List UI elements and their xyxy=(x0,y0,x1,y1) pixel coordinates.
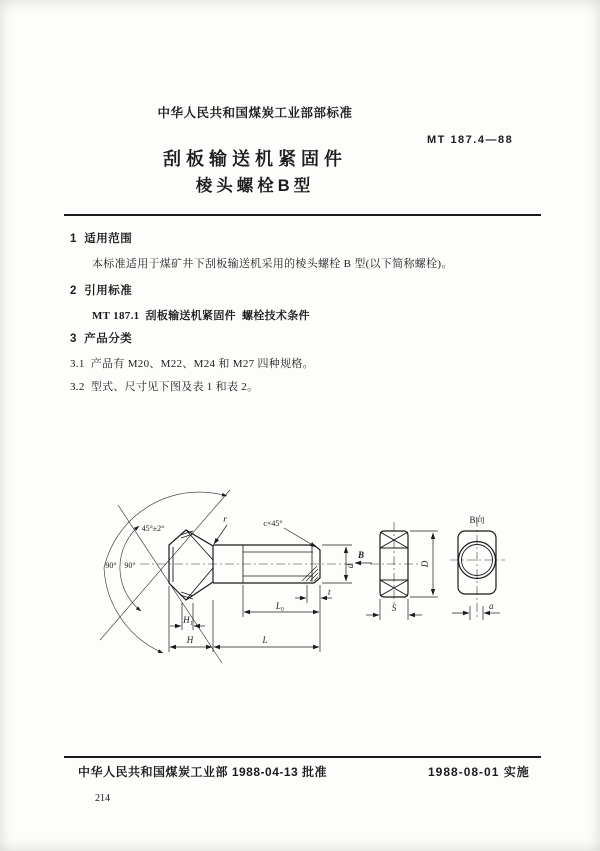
dia-d-label: d xyxy=(345,563,355,569)
bolt-front-view xyxy=(169,530,320,600)
angle-90-right-label: 90° xyxy=(124,561,136,570)
standard-code: MT 187.4—88 xyxy=(427,134,514,146)
front-view-dimensions xyxy=(169,525,352,652)
section-2-body: MT 187.1 刮板输送机紧固件 螺栓技术条件 xyxy=(92,310,310,322)
section-1-heading: 1 适用范围 xyxy=(70,233,133,245)
header-rule xyxy=(64,214,541,216)
chamfer-c45-label: c×45° xyxy=(263,519,283,528)
section-2-heading: 2 引用标准 xyxy=(70,285,133,297)
len-l0-label: L₀ xyxy=(275,601,285,611)
technical-drawing xyxy=(0,470,600,685)
chamfer-hatching xyxy=(302,566,318,581)
len-l-label: L xyxy=(262,635,268,645)
thread-t-label: t xyxy=(328,587,331,597)
section-3-item-1: 3.1 产品有 M20、M22、M24 和 M27 四种规格。 xyxy=(70,358,314,370)
bolt-head-ridges xyxy=(173,530,213,600)
footer-rule xyxy=(64,756,541,758)
view-b-arrow-label: B xyxy=(357,550,365,560)
standard-org-line: 中华人民共和国煤炭工业部部标准 xyxy=(157,106,353,120)
width-s-label: S xyxy=(391,603,397,613)
head-h1-label: H₁ xyxy=(183,615,193,625)
angle-90-left-label: 90° xyxy=(105,561,117,570)
view-b-title-label: B向 xyxy=(469,515,485,525)
section-3-item-2: 3.2 型式、尺寸见下图及表 1 和表 2。 xyxy=(70,381,259,393)
bolt-head-outline xyxy=(169,530,213,600)
section-3-heading: 3 产品分类 xyxy=(70,333,133,345)
implementation-note: 1988-08-01 实施 xyxy=(428,765,530,779)
head-h-label: H xyxy=(186,635,194,645)
fillet-r-label: r xyxy=(223,514,227,524)
doc-title-line1: 刮板输送机紧固件 xyxy=(163,149,347,169)
page-number: 214 xyxy=(95,793,110,804)
centerlines xyxy=(140,518,505,620)
angle-construction-lines xyxy=(100,490,230,663)
angle-45-label: 45°±2° xyxy=(141,524,165,533)
approval-note: 中华人民共和国煤炭工业部 1988-04-13 批准 xyxy=(78,765,328,779)
height-d-label: D xyxy=(420,560,430,568)
section-1-body: 本标准适用于煤矿井下刮板输送机采用的棱头螺栓 B 型(以下简称螺栓)。 xyxy=(92,258,453,270)
side-view-dimensions xyxy=(355,531,438,620)
width-a-label: a xyxy=(489,601,494,611)
doc-title-line2: 棱头螺栓B型 xyxy=(195,177,315,195)
